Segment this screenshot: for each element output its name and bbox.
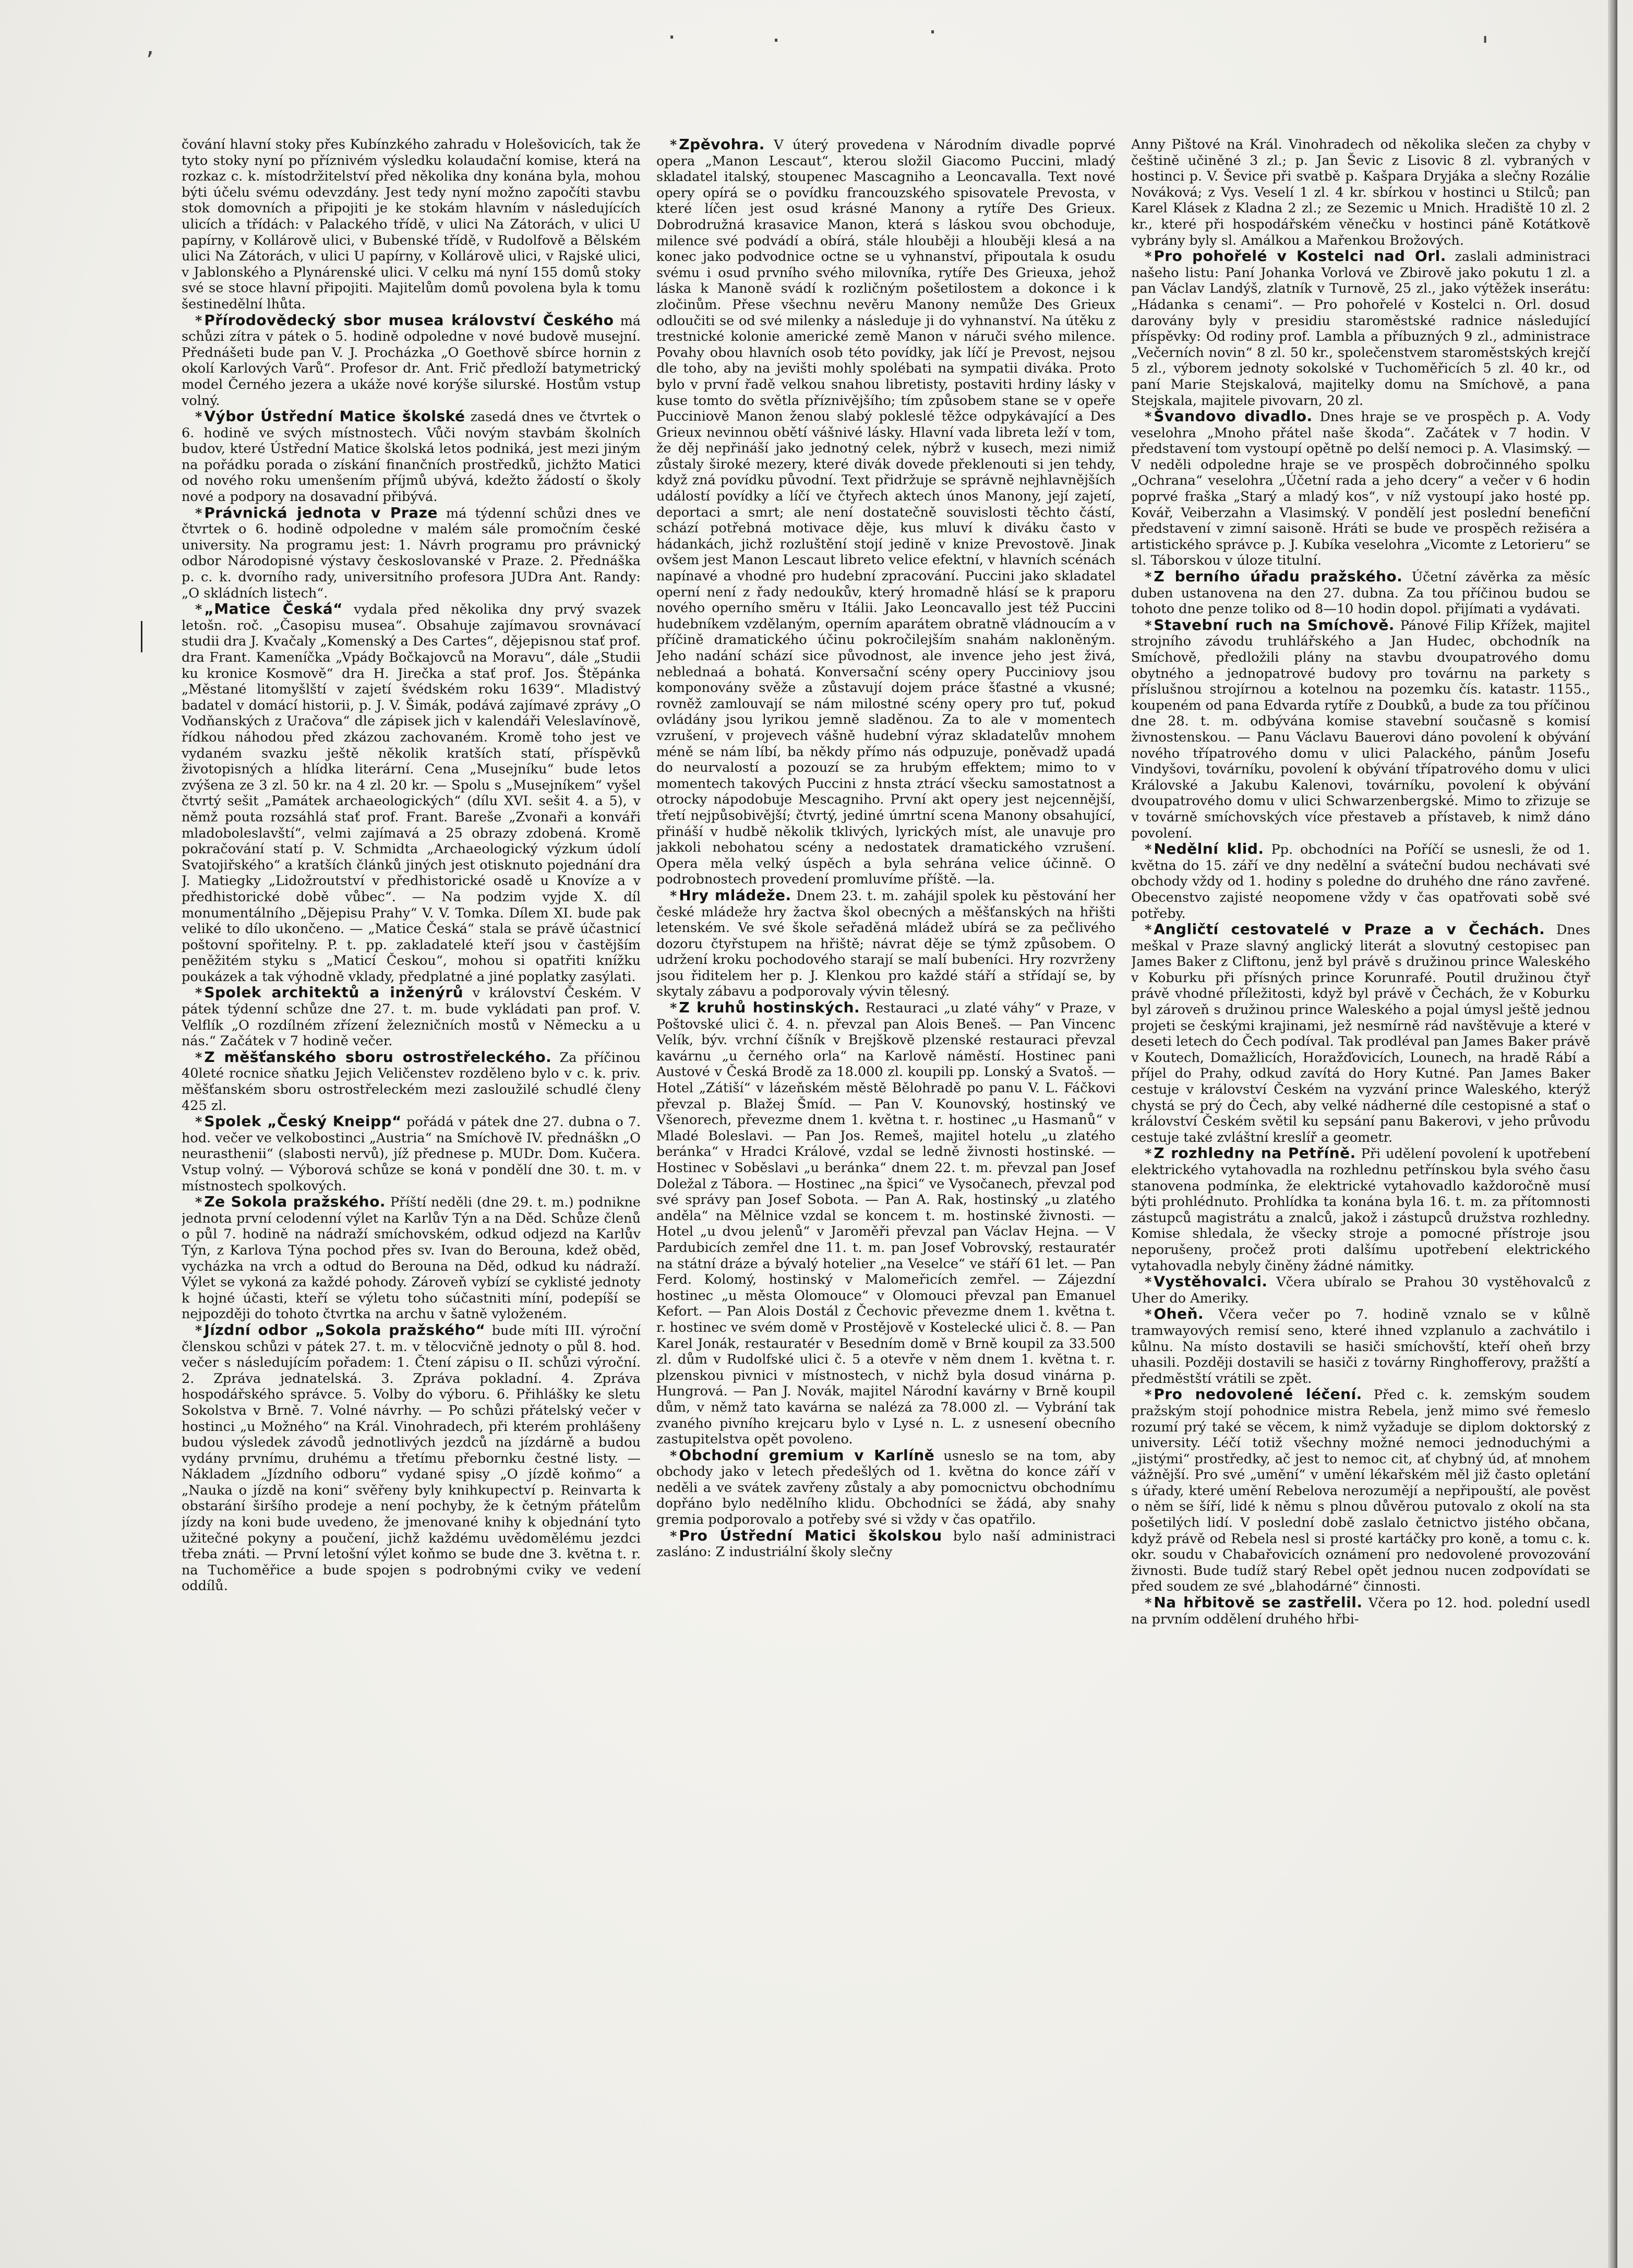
article-item <box>182 313 641 409</box>
article-item <box>182 409 641 505</box>
article-text: má schůzi zítra v pátek o 5. hodině odpoledne v nové budově musejní. Přednášeti bude pan V. J. Procházka „O Goethově sbírce hornin z okolí Karlových Varů“. Profesor dr. Ant. Frič předloží batymetrický model Černého jezera a ukáže nové korýše silurské. Hostům vstup volný. <box>182 313 641 409</box>
item-bullet: * <box>1145 249 1152 265</box>
article-item <box>1131 248 1590 409</box>
item-bullet: * <box>1145 1387 1152 1403</box>
article-heading: Angličtí cestovatelé v Praze a v Čechách. <box>1154 921 1545 938</box>
article-text: bude míti III. výroční členskou schůzi v pátek 27. t. m. v tělocvičně jednoty o půl 8. hod. večer s následujícím pořadem: 1. Čtení zápisu o II. schůzi výroční. 2. Zpráva jednatelská. 3. Zpráva pokladní. 4. Zpráva hospodářského správce. 5. Volby do výboru. 6. Přihlášky ke sletu Sokolstva v Brně. 7. Volné návrhy. — Po schůzi přátelský večer v hostinci „u Možného“ na Král. Vinohradech, při kterém prohlášeny budou výsledek závodů jednotlivých jezdců na jízdárně a budou vydány prvnímu, druhému a třetímu přebornku čestné listy. — Nákladem „Jízdního odboru“ vydané spisy „O jízdě koňmo“ a „Nauka o jízdě na koni“ svěřeny byly knihkupectví p. Reinvarta k obstarání širšího prodeje a není pochyby, že k četným přátelům jízdy na koni bude uvedeno, že jmenované knihy k objednání tyto užitečné pokyny a poučení, jichž každému uvědomělému jezdci třeba znáti. — První letošní výlet koňmo se bude dne 3. května t. r. na Tuchoměřice a bude spojen s podrobnými cviky ve vedení oddílů. <box>182 1322 641 1594</box>
item-bullet: * <box>195 1322 202 1339</box>
article-text: Dnes hraje se ve prospěch p. A. Vody veselohra „Mnoho přátel naše škoda“. Začátek v 7 hodin. V představení tom vystoupí opětně po delší nemoci p. A. Vlasimský. — V neděli odpoledne hraje se ve prospěch dobročinného spolku „Ochrana“ veselohra „Účetní rada a jeho dcery“ a večer v 6 hodin poprvé fraška „Starý a mladý kos“, v níž vystoupí jako hosté pp. Kovář, Veiberzahn a Vlasimský. V pondělí jest poslední benefiční představení v zimní saisoně. Hráti se bude ve prospěch režiséra a artistického správce p. J. Kubíka veselohra „Vicomte z Letorieru“ se sl. Táborskou v úloze titulní. <box>1131 409 1590 569</box>
article-text: Včera ubíralo se Prahou 30 vystěhovalců z Uher do Ameriky. <box>1131 1274 1590 1306</box>
article-text: v království Českém. V pátek týdenní schůze dne 27. t. m. bude vykládati pan prof. V. Velflík „O rozdílném zřízení železničních mostů v Německu a u nás.“ Začátek v 7 hodině večer. <box>182 985 641 1049</box>
article-text: Účetní závěrka za měsíc duben ustanovena na den 27. dubna. Za tou příčinou budou se tohoto dne penze toliko od 8—10 hodin dopol. přijímati a vydávati. <box>1131 569 1590 617</box>
page-top-marks: , . · . ' <box>146 10 1489 61</box>
article-item <box>182 1194 641 1322</box>
page-right-edge <box>1608 0 1617 2268</box>
article-text: vydala před několika dny prvý svazek letošn. roč. „Časopisu musea“. Obsahuje zajímavou srovnávací studii dra J. Kvačaly „Komenský a Des Cartes“, dějepisnou stať prof. dra Frant. Kameníčka „Vpády Bočkajovců na Moravu“, dále „Studii ku kronice Kosmově“ dra H. Jirečka a stať prof. Jos. Štěpánka „Městané litomyšlští v zajetí švédském roku 1639“. Mladistvý badatel v domácí historii, p. J. V. Šimák, podává zajímavé zprávy „O Vodňanských z Uračova“ dle zápisek jich v kalendáři Veleslavínově, řídkou náhodou před zkázou zachovaném. Kromě toho jest ve vydaném svazku ještě několik kratších statí, příspěvků životopisných a hlídka literární. Cena „Musejníku“ bude letos zvýšena ze 3 zl. 50 kr. na 4 zl. 20 kr. — Spolu s „Musejníkem“ vyšel čtvrtý sešit „Památek archaeologických“ (dílu XVI. sešit 4. a 5), v němž pouta rozsáhlá stať prof. Frant. Bareše „Zvonaři a konváři mladoboleslavští“, velmi zajímavá a 25 obrazy zdobená. Kromě pokračování statí p. V. Schmidta „Archaeologický výzkum údolí Svatojiřského“ a kratších článků jiných jest otisknuto pojednání dra J. Matiegky „Lidožroutství v předhistorické osadě u Knovíze a v předhistorické době vůbec“. — Na podzim vyjde X. díl monumentálního „Dějepisu Prahy“ V. V. Tomka. Dílem XI. bude pak veliké to dílo ukončeno. — „Matice Česká“ stala se právě účastnicí poštovní spořitelny. P. t. pp. zakladatelé kteří jsou v častějším peněžitém styku s „Maticí Českou“, mohou si opatřiti knížku poukázek a tak výhodně vklady, předplatné a jiné poplatky zasýlati. <box>182 602 641 985</box>
article-text: Včera večer po 7. hodině vznalo se v kůlně tramwayových remisí seno, které ihned vzplanulo a zachvátilo i kůlnu. Na místo dostavili se hasiči smíchovští, kteří oheň brzy uhasili. Později dostavili se hasiči z továrny Ringhofferovy, pražští a předměstští vrátili se zpět. <box>1131 1307 1590 1387</box>
article-text: Za příčinou 40leté rocnice sňatku Jejich Veličenstev rozděleno bylo v c. k. priv. měšťanském sboru ostrostřeleckém mezi zasloužilé schudlé členy 425 zl. <box>182 1049 641 1114</box>
article-heading: Obchodní gremium v Karlíně <box>679 1446 935 1464</box>
article-item <box>1131 1306 1590 1387</box>
item-bullet: * <box>1145 1274 1152 1291</box>
item-bullet: * <box>195 409 202 425</box>
article-heading: Právnická jednota v Praze <box>204 504 438 521</box>
article-heading: Nedělní klid. <box>1154 840 1264 858</box>
article-heading: Pro Ústřední Matici školskou <box>679 1526 942 1544</box>
article-item <box>182 1049 641 1114</box>
continued-text <box>1131 137 1590 248</box>
article-heading: Oheň. <box>1154 1305 1204 1323</box>
article-heading: Švandovo divadlo. <box>1154 408 1313 425</box>
item-bullet: * <box>195 985 202 1001</box>
item-bullet: * <box>1145 922 1152 938</box>
article-item <box>1131 409 1590 569</box>
article-item <box>656 137 1115 888</box>
article-text: Včera po 12. hod. polední usedl na prvním oddělení druhého hřbi- <box>1131 1595 1590 1627</box>
article-heading: Stavební ruch na Smíchově. <box>1154 616 1395 634</box>
article-item <box>182 1322 641 1594</box>
article-text: čování hlavní stoky přes Kubínzkého zahradu v Holešovicích, tak že tyto stoky nyní po příznivém výsledku kolaudační komise, která na rozkaz c. k. místodržitelství před několika dny konána byla, mohou býti účelu svému odevzdány. Jest tedy nyní možno započíti stavbu stok domovních a připojiti je ke stokám hlavním v následujících ulicích a třídách: v Palackého třídě, v ulici Na Zátorách, v ulici U papírny, v Kollárově ulici, v Bubenské třídě, v Rudolfově a Bělském ulici Na Zátorách, v ulici U papírny, v Kollárově ulici, v Rajské ulici, v Jablonského a Plynárenské ulici. V celku má nyní 155 domů stoky své se stoce hlavní připojiti. Majitelům domů povolena byla k tomu šestinedělní lhůta. <box>182 137 641 312</box>
article-heading: Na hřbitově se zastřelil. <box>1154 1594 1363 1612</box>
item-bullet: * <box>670 888 677 904</box>
article-text: pořádá v pátek dne 27. dubna o 7. hod. večer ve velkobostinci „Austria“ na Smíchově IV. přednáškn „O neurasthenii“ (slabosti nervů), jíž přednese p. MUDr. Dom. Kučera. Vstup volný. — Výborová schůze se koná v pondělí dne 30. t. m. v místnostech spolkových. <box>182 1114 641 1194</box>
article-heading: Ze Sokola pražského. <box>204 1193 386 1211</box>
article-item <box>1131 922 1590 1145</box>
article-heading: Zpěvohra. <box>679 137 765 153</box>
article-heading: Spolek „Český Kneipp“ <box>204 1113 402 1130</box>
item-bullet: * <box>670 1528 677 1544</box>
article-heading: „Matice Česká“ <box>204 600 343 618</box>
article-text: Příští neděli (dne 29. t. m.) podnikne jednota první celodenní výlet na Karlův Týn a na Děd. Schůze členů o půl 7. hodině na nádraží smíchovském, odkud odjezd na Karlův Týn, z Karlova Týna pochod přes sv. Ivan do Berouna, kdež oběd, vycházka na vrch a odtud do Berouna na Děd, odkud ku nádraží. Výlet se vykoná za každé pohody. Zároveň vybízí se cyklisté jednoty k hojné účasti, kteří se výletu toho súčastniti míní, podepíší se nejpozději do tohoto čtvrtka na archu v šatně vyloženém. <box>182 1195 641 1322</box>
article-heading: Spolek architektů a inženýrů <box>204 984 464 1001</box>
article-columns <box>182 137 1590 2245</box>
item-bullet: * <box>1145 1595 1152 1612</box>
article-item <box>656 1448 1115 1528</box>
article-item <box>182 601 641 985</box>
item-bullet: * <box>1145 1307 1152 1323</box>
item-bullet: * <box>1145 1146 1152 1162</box>
article-item <box>656 1000 1115 1448</box>
article-text: V úterý provedena v Národním divadle poprvé opera „Manon Lescaut“, kterou složil Giacomo Puccini, mladý skladatel italský, stoupenec Mascagniho a Leoncavalla. Text nové opery opírá se o povídku francouzského spisovatele Prevosta, v které líčen jest osud krásné Manony a rytíře Des Grieux. Dobrodružná krasavice Manon, která s láskou svou obchoduje, milence své podvádí a obírá, stále hlouběji a hlouběji klesá a na konec jako podvodnice octne se u vyhnanství, připoutala k osudu svému i osud prvního svého milovníka, rytíře Des Grieuxa, jehož láska k Manoně svádí k rozličným pošetilostem a dokonce i k zločinům. Přese všechnu nevěru Manony nemůže Des Grieux odloučiti se od své milenky a následuje ji do vyhnanství. Na útěku z trestnické kolonie americké země Manon v náruči svého milence. Povahy obou hlavních osob této povídky, jak líčí je Prevost, nejsou dle toho, aby na jevišti mohly spolébati na sympatii diváka. Proto bylo v první řadě velkou snahou libretisty, postaviti hrdiny lásky v kuse tomto do světla příznivějšího; tím způsobem stane se v opeře Pucciniově Manon ženou slabý pokleslé těžce odpykávající a Des Grieux nevinnou obětí vášnivé lásky. Hlavní vada libreta leží v tom, že děj nepřináší jako jednotný celek, nýbrž v kusech, mezi nimiž zůstaly široké mezery, které divák dovede překlenouti si jen tehdy, když zná povídku původní. Text přidržuje se správně nejhlavnějších událostí povídky a líčí ve čtyřech aktech únos Manony, její zajetí, deportaci a smrt; ale není dostatečně souvislosti těchto částí, schází potřebná motivace děje, kus mluví k diváku často v hádankách, jichž rozluštění stojí jedině v knize Prevostově. Jinak ovšem jest Manon Lescaut libreto velice efektní, v hlavních scénách napínavé a vhodné pro hudební zpracování. Puccini jako skladatel operní není z řady nedoukův, který hromadně hlásí se k praporu nového operního směru v Itálii. Jako Leoncavallo jest též Puccini hudebníkem vzdělaným, operním aparátem obratně vládnoucím a v příčině dramatického účinu pokročilejším snahám nakloněným. Jeho nadání schází sice původnost, ale invence jeho jest živá, neblednaá a bohatá. Konversační scény opery Pucciniovy jsou komponovány svěže a zůstavují dojem práce šťastné a vkusné; rovněž zamlouvají se nám milostné scény opery pro tuť, pokud ovládány jsou lyrikou jemně sladěnou. Za to ale v momentech vzrušení, v projevech vášně hudební výraz skladatelův mnohem méně se nám líbí, ba někdy přímo nás odpuzuje, poněvadž upadá do neurvalostí a pozouzí se za hrubým effektem; mimo to v momentech takových Puccini z hnsta ztrácí všecku samostatnost a otrocky nápodobuje Mescagniho. První akt opery jest nejcennější, třetí nejpůsobivější; čtvrtý, jediné úmrtní scena Manony obsahující, přináší v hudbě několik tklivých, lyrických míst, ale unavuje pro jakkoli nebohatou scény a nedostatek dramatického vzrušení. Opera měla velký úspěch a byla sehrána velice účinně. O podrobnostech provedení promluvíme příště. —la. <box>656 137 1115 888</box>
article-text: Pp. obchodníci na Poříčí se usnesli, že od 1. května do 15. září ve dny nedělní a sváteční budou nechávati své obchody vždy od 1. hodiny s poledne do druhého dne ráno zavřené. Obecenstvo zajisté neopomene vždy v čas opatřovati sobě své potřeby. <box>1131 842 1590 922</box>
article-text: Před c. k. zemským soudem pražským stojí pohodnice mistra Rebela, jenž mimo své řemeslo rozumí prý také se věcem, k nimž vyžaduje se diplom doktorský z university. Léčí totiž všechny možné nemoci jednoduchými a „jistými“ prostředky, ač jest to nemoc cit, ať chybný úd, ať mnohem vážnější. Pro své „umění“ v umění lékařském měl již často opletání s úřady, které umění Rebelova nerozumějí a nepřipouští, ale pověst o něm se šíří, lidé k němu s plnou důvěrou putovalo z okolí na sta pošetilých lidí. V poslední době zaslalo četnictvo jistého občana, když právě od Rebela nesl si prosté kartáčky pro koně, a tomu c. k. okr. soudu v Chabařovicích oznámení pro nedovolené provozování živnosti. Bude tudíž starý Rebel opět jednou nucen zodpovídati se před soudem ze své „blahodárné“ činnosti. <box>1131 1387 1590 1595</box>
article-text: bylo naší administraci zasláno: Z industriální školy slečny <box>656 1528 1115 1560</box>
article-text: zasedá dnes ve čtvrtek o 6. hodině ve svých místnostech. Vůči novým stavbám školních budov, které Ústřední Matice školská letos podniká, jest mezi jiným na pořádku porada o získání finančních prostředků, jichžto Matici od nového roku umenšením příjmů ubývá, kdežto žádostí o školy nové a podpory na dosavadní přibývá. <box>182 409 641 505</box>
column-right <box>1131 137 1590 2245</box>
item-bullet: * <box>195 1049 202 1066</box>
article-text: Restauraci „u zlaté váhy“ v Praze, v Poštovské ulici č. 4. n. převzal pan Alois Beneš. — Pan Vincenc Velík, býv. vrchní číšník v Brejškově plzenské restauraci převzal kavárnu „u černého orla“ na Karlově náměstí. Hostinec pani Austové v Česká Brodě za 18.000 zl. koupili pp. Lonský a Svatoš. — Hotel „Zátiší“ v lázeňském městě Bělohradě po panu V. L. Fáčkovi převzal p. Blažej Šmíd. — Pan V. Kounovský, hostinský ve Všenorech, převezme dnem 1. května t. r. hostinec „u Hasmanů“ v Mladé Boleslavi. — Pan Jos. Remeš, majitel hotelu „u zlatého beránka“ v Hradci Králové, vzdal se ledně živnosti hostinské. — Hostinec v Soběslavi „u beránka“ dnem 22. t. m. převzal pan Josef Doležal z Tábora. — Hostinec „na špici“ ve Vysočanech, převzal pod své správy pan Josef Sobota. — Pan A. Rak, hostinský „u zlatého anděla“ na Mělnice vzdal se koncem t. m. hostinské živnosti. — Hotel „u dvou jelenů“ v Jaroměři převzal pan Václav Hejna. — V Pardubicích zemřel dne 11. t. m. pan Josef Vobrovský, restauratér na státní dráze a bývalý hotelier „na Veselce“ ve stáří 61 let. — Pan Ferd. Kolomý, hostinský v Malomeřicích zemřel. — Zájezdní hostinec „u města Olomouce“ v Olomouci převzal pan Emanuel Kefort. — Pan Alois Dostál z Čechovic převezme dnem 1. května t. r. hostinec ve svém domě v Prostějově v Kostelecké ulici č. 8. — Pan Karel Jonák, restauratér v Besedním domě v Brně koupil za 33.500 zl. dům v Rudolfské ulici č. 5 a otevře v něm dnem 1. května t. r. plzenskou pivnici v místnostech, v nichž byla dosud vinárna p. Hungrová. — Pan J. Novák, majitel Národní kavárny v Brně koupil dům, v němž tato kavárna se nalézá za 78.000 zl. — Vybrání tak zvaného pivního krejcaru bylo v Lysé n. L. z usnesení obecního zastupitelstva opět povoleno. <box>656 1000 1115 1448</box>
article-item <box>1131 617 1590 841</box>
article-item <box>1131 1274 1590 1306</box>
article-item <box>1131 1145 1590 1274</box>
item-bullet: * <box>670 1448 677 1464</box>
item-bullet: * <box>670 1000 677 1017</box>
article-text: Dnem 23. t. m. zahájil spolek ku pěstování her české mládeže hry žactva škol obecných a měšťanských na hřišti letenském. Ve své škole seřaděná mládež ubírá se za pečlivého dozoru čtyřstupem na hřiště; návrat děje se týmž způsobem. O udržení kroku pochodového starají se malí bubeníci. Hry rozvrženy jsou řiditelem her p. J. Klenkou pro každé stáří a střídají se, by skytaly zábavu a podporovaly vývin tělesný. <box>656 888 1115 1000</box>
article-heading: Přírodovědecký sbor musea království Českého <box>204 311 614 329</box>
column-middle <box>656 137 1115 2245</box>
article-heading: Z měšťanského sboru ostrostřeleckého. <box>204 1048 552 1066</box>
article-item <box>182 985 641 1049</box>
article-heading: Pro pohořelé v Kostelci nad Orl. <box>1154 247 1446 265</box>
item-bullet: * <box>195 1195 202 1211</box>
item-bullet: * <box>195 1114 202 1130</box>
article-text: zaslali administraci našeho listu: Paní Johanka Vorlová ve Zbirově jako pokutu 1 zl. a pan Václav Landýš, zlatník v Turnově, 25 zl., jako výtěžek inserátu: „Hádanka s cenami“. — Pro pohořelé v Kostelci n. Orl. dosud darovány byly v presidiu staroměstské radnice následující příspěvky: Od rodiny prof. Lambla a příbuzných 9 zl., administrace „Večerních novin“ 8 zl. 50 kr., společenstvem staroměstských krejčí 5 zl., výborem jednoty sokolské v Tuchoměřicích 5 zl. 40 kr., od paní Marie Stejskalová, majitelky domu na Smíchově, a pana Stejskala, majitele pivovarn, 20 zl. <box>1131 249 1590 409</box>
article-text: Anny Pištové na Král. Vinohradech od několika slečen za chyby v češtině učiněné 3 zl.; p. Jan Ševic z Lisovic 8 zl. vybraných v hostinci p. V. Ševice při svatbě p. Kašpara Dryjáka a slečny Rozálie Nováková; z Vys. Veselí 1 zl. 4 kr. sbírkou v hostinci u Stilců; pan Karel Klásek z Kladna 2 zl.; ze Sezemic u Mnich. Hradiště 10 zl. 2 kr., které při hospodářském věnečku v hostinci páně Kotátkově vybrány byly sl. Amálkou a Mařenkou Brožových. <box>1131 137 1590 248</box>
article-heading: Pro nedovolené léčení. <box>1154 1386 1362 1403</box>
article-item <box>182 505 641 602</box>
article-item <box>1131 1387 1590 1595</box>
item-bullet: * <box>1145 842 1152 858</box>
article-item <box>656 888 1115 1000</box>
article-heading: Z berního úřadu pražského. <box>1154 568 1403 586</box>
article-text: usneslo se na tom, aby obchody jako v letech předešlých od 1. května do konce září v neděli a ve svátek zavřeny zůstaly a aby pomocnictvu obchodnímu dopřáno bylo nedělního klidu. Obchodníci se žádá, aby snahy gremia podporovalo a potřeby své si vždy v čas opatřilo. <box>656 1448 1115 1528</box>
article-text: Při udělení povolení k upotřebení elektrického vytahovadla na rozhlednu petřínskou byla svého času stanovena podmínka, že elektrické vytahovadlo každoročně musí býti prohlédnuto. Prohlídka ta konána byla 16. t. m. za přítomnosti zástupců magistrátu a znalců, jakož i zástupců družstva rozhledny. Komise shledala, že všecky stroje a pomocné přístroje jsou neporušeny, pročež proti dalšímu upotřebení elektrického vytahovadla nebyly činěny žádné námitky. <box>1131 1146 1590 1274</box>
item-bullet: * <box>1145 569 1152 586</box>
item-bullet: * <box>195 313 202 329</box>
article-item <box>1131 841 1590 922</box>
article-text: Pánové Filip Křížek, majitel strojního závodu truhlářského a Jan Hudec, obchodník na Smíchově, předložili plány na stavbu dvoupatrového domu obytného a jednopatrové budovy pro továrnu na parkety s příslušnou strojírnou a kotelnou na pozemku čís. katastr. 1155., koupeném od pana Edvarda rytíře z Doubků, a bude za tou příčinou dne 28. t. m. odbývána komise stavební současně s komisí živnostenskou. — Panu Václavu Bauerovi dáno povolení k obývání nového třípatrového domu v ulici Palackého, pánům Josefu Vindyšovi, továrníku, povolení k obývání třípatrového domu v ulici Královské a Jakubu Kalenovi, továrníku, povolení k obývání dvoupatrového domu v ulici Schwarzenbergské. Mimo to zřizuje se v továrně smíchovských více přestaveb a přístaveb, k nimž dáno povolení. <box>1131 617 1590 841</box>
item-bullet: * <box>670 137 677 153</box>
column-left <box>182 137 641 2245</box>
article-heading: Jízdní odbor „Sokola pražského“ <box>204 1321 486 1339</box>
article-item <box>656 1528 1115 1560</box>
continued-text <box>182 137 641 313</box>
article-text: má týdenní schůzi dnes ve čtvrtek o 6. hodině odpoledne v malém sále promočním české university. Na programu jest: 1. Návrh programu pro právnický odbor Národopisné výstavy českoslovanské v Praze. 2. Přednáška p. c. k. dvorního rady, universitního profesora JUDra Ant. Randy: „O skládních listech“. <box>182 505 641 601</box>
article-item <box>1131 569 1590 617</box>
item-bullet: * <box>195 505 202 521</box>
article-item <box>182 1114 641 1194</box>
item-bullet: * <box>1145 617 1152 634</box>
article-text: Dnes meškal v Praze slavný anglický literát a slovutný cestopisec pan James Baker z Cliftonu, jenž byl právě s družinou prince Waleského v Koburku při přísných prince Korunrafé. Poutil družinou čtyř právě vhodné příležitosti, když byl právě v Čechách, že v Koburku byl zároveň s družinou prince Waleského a pojal úmysl ještě jednou projeti se českými krajinami, jež nesmírně rád navštěvuje a které v deseti letech do Čech podíval. Tak prodléval pan James Baker právě v Koutech, Domažlicích, Horažďovicích, Lounech, na hradě Rábí a příjel do Prahy, odkud zavítá do Hory Kutné. Pan James Baker cestuje v království Českém na vyzvání prince Waleského, kterýž chystá se prý do Čech, aby velké nádherné díle cestopisné a stať o království Českém světil ku sepsání panu Bakerovi, v jeho průvodu cestuje také zvláštní kreslíř a geometr. <box>1131 922 1590 1145</box>
article-heading: Výbor Ústřední Matice školské <box>204 408 465 425</box>
article-heading: Z kruhů hostinských. <box>679 999 860 1017</box>
article-heading: Z rozhledny na Petříně. <box>1154 1144 1356 1162</box>
item-bullet: * <box>195 602 202 618</box>
article-heading: Vystěhovalci. <box>1154 1273 1268 1291</box>
item-bullet: * <box>1145 409 1152 425</box>
article-heading: Hry mládeže. <box>679 886 791 904</box>
article-item <box>1131 1595 1590 1627</box>
margin-bracket <box>141 621 142 652</box>
